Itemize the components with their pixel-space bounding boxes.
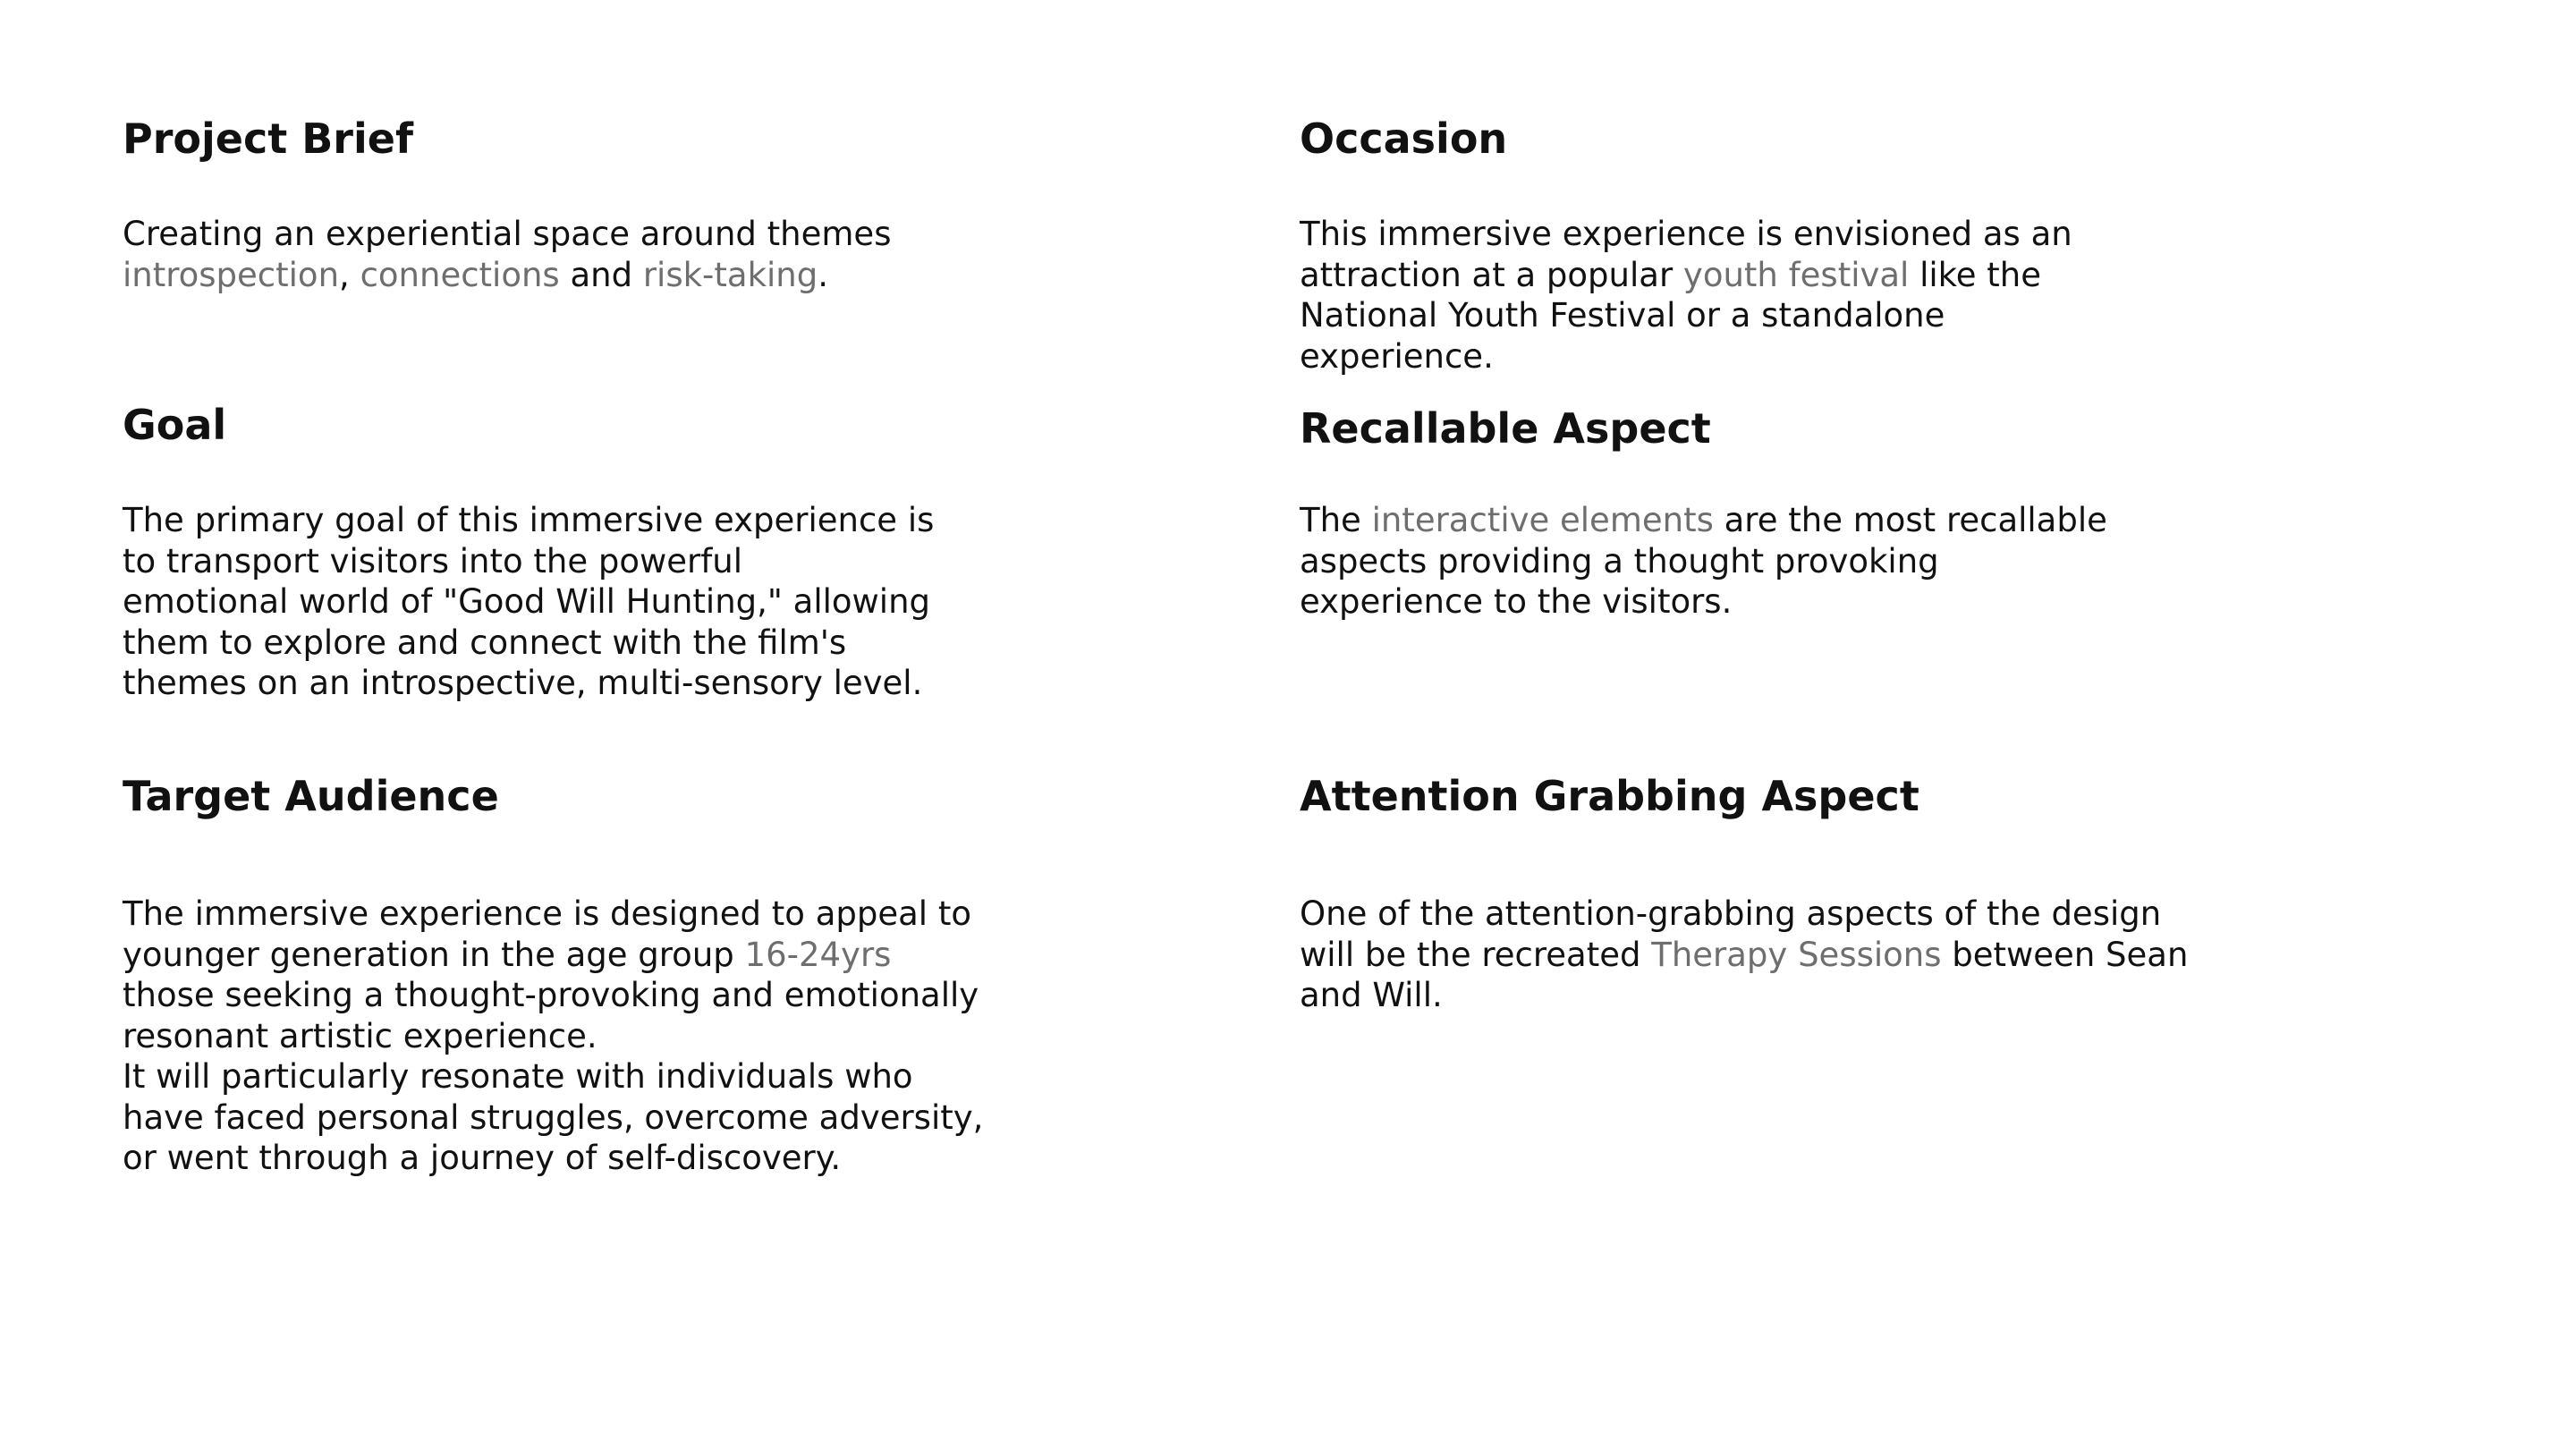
recallable-line-prefix: The [1300,501,1372,539]
target-audience-text [123,894,983,1179]
goal-line: themes on an introspective, multi-sensory level. [123,664,923,702]
project-brief-section [123,114,413,164]
project-brief-heading: Project Brief [123,114,413,163]
goal-line: them to explore and connect with the film's [123,623,847,662]
attention-grabbing-heading: Attention Grabbing Aspect [1300,772,1919,820]
attention-grabbing-section [1300,771,1919,821]
target-audience-line: have faced personal struggles, overcome adversity, [123,1097,984,1137]
recallable-aspect-heading: Recallable Aspect [1300,404,1711,453]
separator: and [559,255,643,294]
target-audience-heading: Target Audience [123,772,499,820]
recallable-line-suffix: are the most recallable [1713,501,2107,539]
attention-line: and Will. [1300,976,1443,1014]
occasion-line: National Youth Festival or a standalone [1300,296,1945,335]
recallable-aspect-text [1300,500,2107,623]
attention-grabbing-text [1300,894,2188,1016]
target-audience-line: those seeking a thought-provoking and emotionally [123,976,979,1014]
attention-therapy-line [1300,935,2188,976]
festival-line-suffix: like the [1909,255,2042,294]
festival-line-prefix: attraction at a popular [1300,255,1683,294]
occasion-festival-line [1300,255,2072,296]
recallable-elements-line [1300,500,2107,541]
goal-line: to transport visitors into the powerful [123,541,742,580]
target-audience-line: It will particularly resonate with individuals who [123,1057,913,1096]
theme-connections: connections [360,255,560,294]
target-audience-line: or went through a journey of self-discovery. [123,1139,842,1177]
age-group-highlight: 16-24yrs [744,935,892,974]
occasion-text [1300,214,2072,377]
project-brief-themes-line [123,255,891,296]
interactive-elements-highlight: interactive elements [1371,501,1714,539]
occasion-line: experience. [1300,336,1494,376]
target-audience-line: resonant artistic experience. [123,1016,597,1055]
occasion-line: This immersive experience is envisioned as an [1300,215,2072,253]
project-brief-text [123,214,891,295]
attention-line: One of the attention-grabbing aspects of the design [1300,894,2162,933]
age-line-prefix: younger generation in the age group [123,935,745,974]
youth-festival-highlight: youth festival [1682,255,1910,294]
goal-line: The primary goal of this immersive experience is [123,501,935,539]
project-brief-line: Creating an experiential space around themes [123,215,892,253]
theme-risk-taking: risk-taking [642,255,818,294]
theme-introspection: introspection [123,255,340,294]
therapy-line-suffix: between Sean [1941,935,2189,974]
target-audience-age-line [123,935,983,976]
occasion-heading: Occasion [1300,114,1508,163]
occasion-section [1300,114,1507,164]
recallable-line: aspects providing a thought provoking [1300,541,1939,580]
goal-line: emotional world of "Good Will Hunting," allowing [123,582,931,621]
therapy-line-prefix: will be the recreated [1300,935,1652,974]
goal-heading: Goal [123,401,227,449]
goal-text [123,500,934,704]
goal-section [123,400,226,450]
target-audience-line: The immersive experience is designed to appeal to [123,894,971,933]
separator: , [339,255,360,294]
target-audience-section [123,771,499,821]
therapy-sessions-highlight: Therapy Sessions [1651,935,1942,974]
period: . [818,255,828,294]
recallable-line: experience to the visitors. [1300,582,1733,621]
recallable-aspect-section [1300,403,1711,453]
